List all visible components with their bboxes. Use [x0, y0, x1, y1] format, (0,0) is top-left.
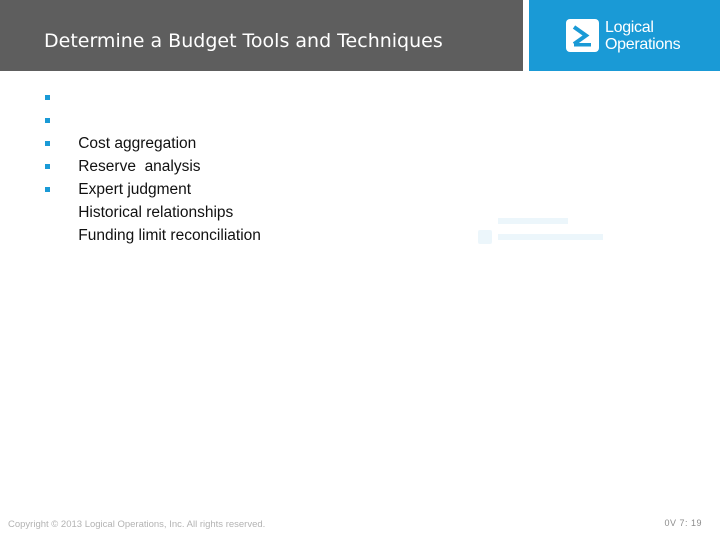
- logo-line-2: Operations: [605, 36, 681, 53]
- bullet-text: Historical relationships: [78, 204, 234, 221]
- brand-logo: [529, 0, 720, 71]
- bullet-list: [43, 86, 261, 244]
- title-bar: [0, 0, 523, 71]
- bullet-text: Expert judgment: [78, 181, 192, 198]
- logo-watermark-icon: [478, 212, 608, 252]
- logo-line-1: Logical: [605, 19, 654, 36]
- square-bullet-icon: [45, 187, 50, 192]
- square-bullet-icon: [45, 95, 50, 100]
- logo-wordmark: [605, 19, 680, 53]
- square-bullet-icon: [45, 118, 50, 123]
- bullet-text: Cost aggregation: [78, 135, 197, 152]
- logical-operations-logo-icon: [566, 19, 599, 52]
- square-bullet-icon: [45, 141, 50, 146]
- bullet-text: Funding limit reconciliation: [78, 227, 261, 244]
- square-bullet-icon: [45, 164, 50, 169]
- footer-copyright: Copyright © 2013 Logical Operations, Inc. All rights reserved.: [8, 519, 266, 530]
- page-title: Determine a Budget Tools and Techniques: [44, 30, 443, 52]
- bullet-text: Reserve analysis: [78, 158, 201, 175]
- bullet-item: [43, 86, 261, 152]
- slide-number: 0V 7: 19: [664, 518, 702, 528]
